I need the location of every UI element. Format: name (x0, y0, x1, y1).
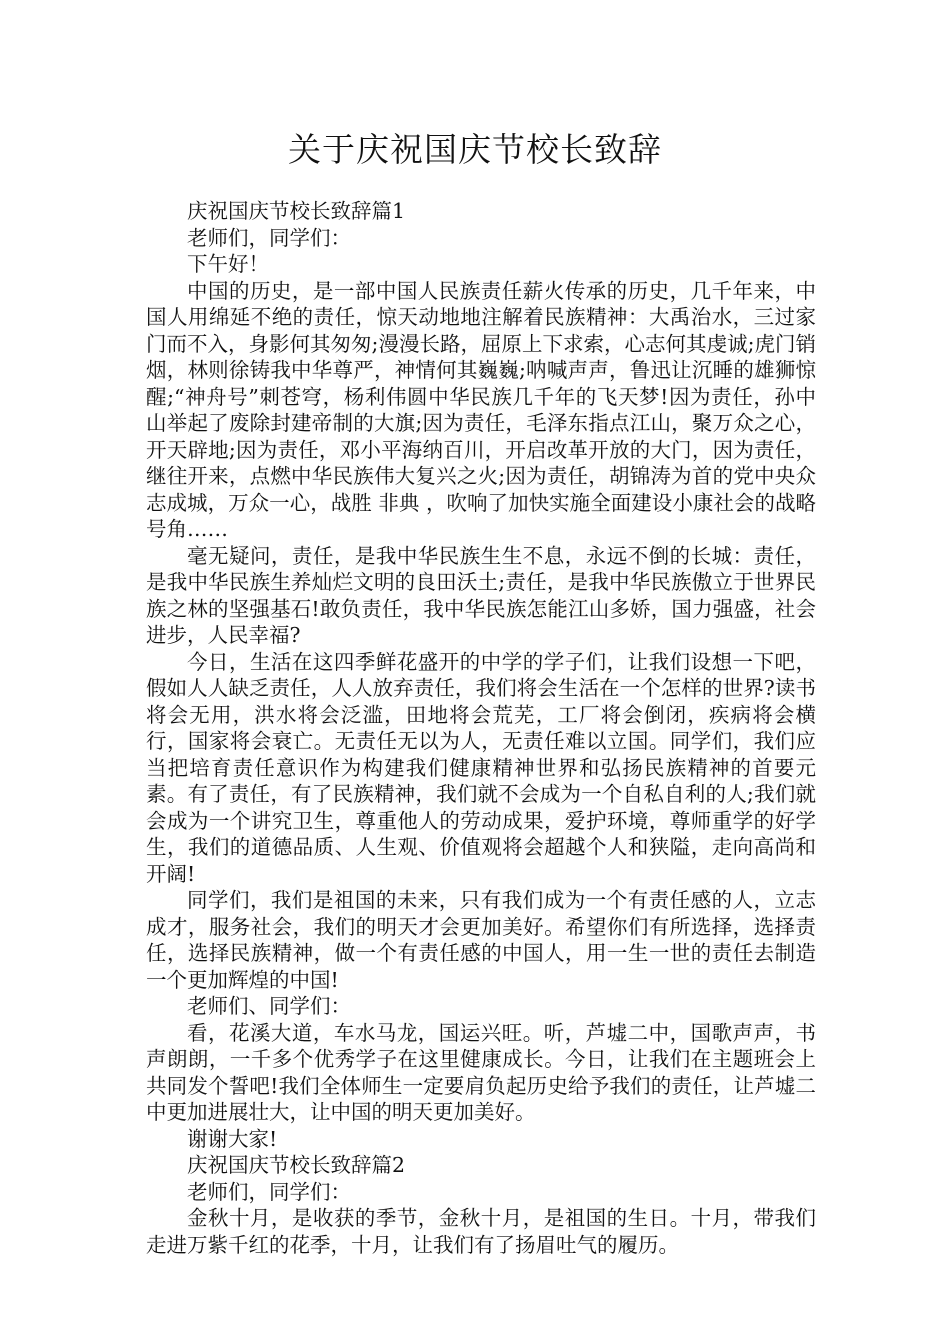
body-paragraph: 同学们，我们是祖国的未来，只有我们成为一个有责任感的人，立志成才，服务社会，我们的明天才会更加美好。希望你们有所选择，选择责任，选择民族精神，做一个有责任感的中国人，用一生一世的责任去制造一个更加辉煌的中国! (146, 888, 816, 992)
document-body (146, 198, 816, 1258)
closing: 谢谢大家! (187, 1126, 278, 1151)
body-paragraph: 看，花溪大道，车水马龙，国运兴旺。听，芦墟二中，国歌声声，书声朗朗，一千多个优秀学子在这里健康成长。今日，让我们在主题班会上共同发个誓吧!我们全体师生一定要肩负起历史给予我们的责任，让芦墟二中更加进展壮大，让中国的明天更加美好。 (146, 1020, 816, 1124)
document-title: 关于庆祝国庆节校长致辞 (288, 130, 662, 169)
section-heading: 庆祝国庆节校长致辞篇2 (187, 1153, 406, 1177)
greeting: 下午好！ (187, 252, 269, 276)
section-heading: 庆祝国庆节校长致辞篇1 (187, 199, 406, 223)
salutation: 老师们，同学们： (187, 225, 351, 250)
salutation: 老师们，同学们： (187, 1179, 351, 1204)
body-paragraph: 中国的历史，是一部中国人民族责任薪火传承的历史，几千年来，中国人用绵延不绝的责任，惊天动地地注解着民族精神：大禹治水，三过家门而不入，身影何其匆匆;漫漫长路，屈原上下求索，心志何其虔诚;虎门销烟，林则徐铸我中华尊严，神情何其巍巍;呐喊声声，鲁迅让沉睡的雄狮惊醒;“神舟号”刺苍穹，杨利伟圆中华民族几千年的飞天梦!因为责任，孙中山举起了废除封建帝制的大旗;因为责任，毛泽东指点江山，聚万众之心，开天辟地;因为责任，邓小平海纳百川，开启改革开放的大门，因为责任，继往开来，点燃中华民族伟大复兴之火;因为责任，胡锦涛为首的党中央众志成城，万众一心，战胜 非典 ，吹响了加快实施全面建设小康社会的战略号角…… (146, 278, 816, 541)
body-paragraph: 今日，生活在这四季鲜花盛开的中学的学子们，让我们设想一下吧，假如人人缺乏责任，人人放弃责任，我们将会生活在一个怎样的世界?读书将会无用，洪水将会泛滥，田地将会荒芜，工厂将会倒闭，疾病将会横行，国家将会衰亡。无责任无以为人，无责任难以立国。同学们，我们应当把培育责任意识作为构建我们健康精神世界和弘扬民族精神的首要元素。有了责任，有了民族精神，我们就不会成为一个自私自利的人;我们就会成为一个讲究卫生，尊重他人的劳动成果，爱护环境，尊师重学的好学生，我们的道德品质、人生观、价值观将会超越个人和狭隘，走向高尚和开阔! (146, 649, 816, 886)
salutation: 老师们、同学们： (187, 994, 351, 1018)
body-paragraph: 金秋十月，是收获的季节，金秋十月，是祖国的生日。十月，带我们走进万紫千红的花季，十月，让我们有了扬眉吐气的履历。 (146, 1206, 816, 1257)
body-paragraph: 毫无疑问，责任，是我中华民族生生不息，永远不倒的长城：责任，是我中华民族生养灿烂文明的良田沃土;责任，是我中华民族傲立于世界民族之林的坚强基石!敢负责任，我中华民族怎能江山多娇，国力强盛，社会进步，人民幸福? (146, 543, 816, 647)
